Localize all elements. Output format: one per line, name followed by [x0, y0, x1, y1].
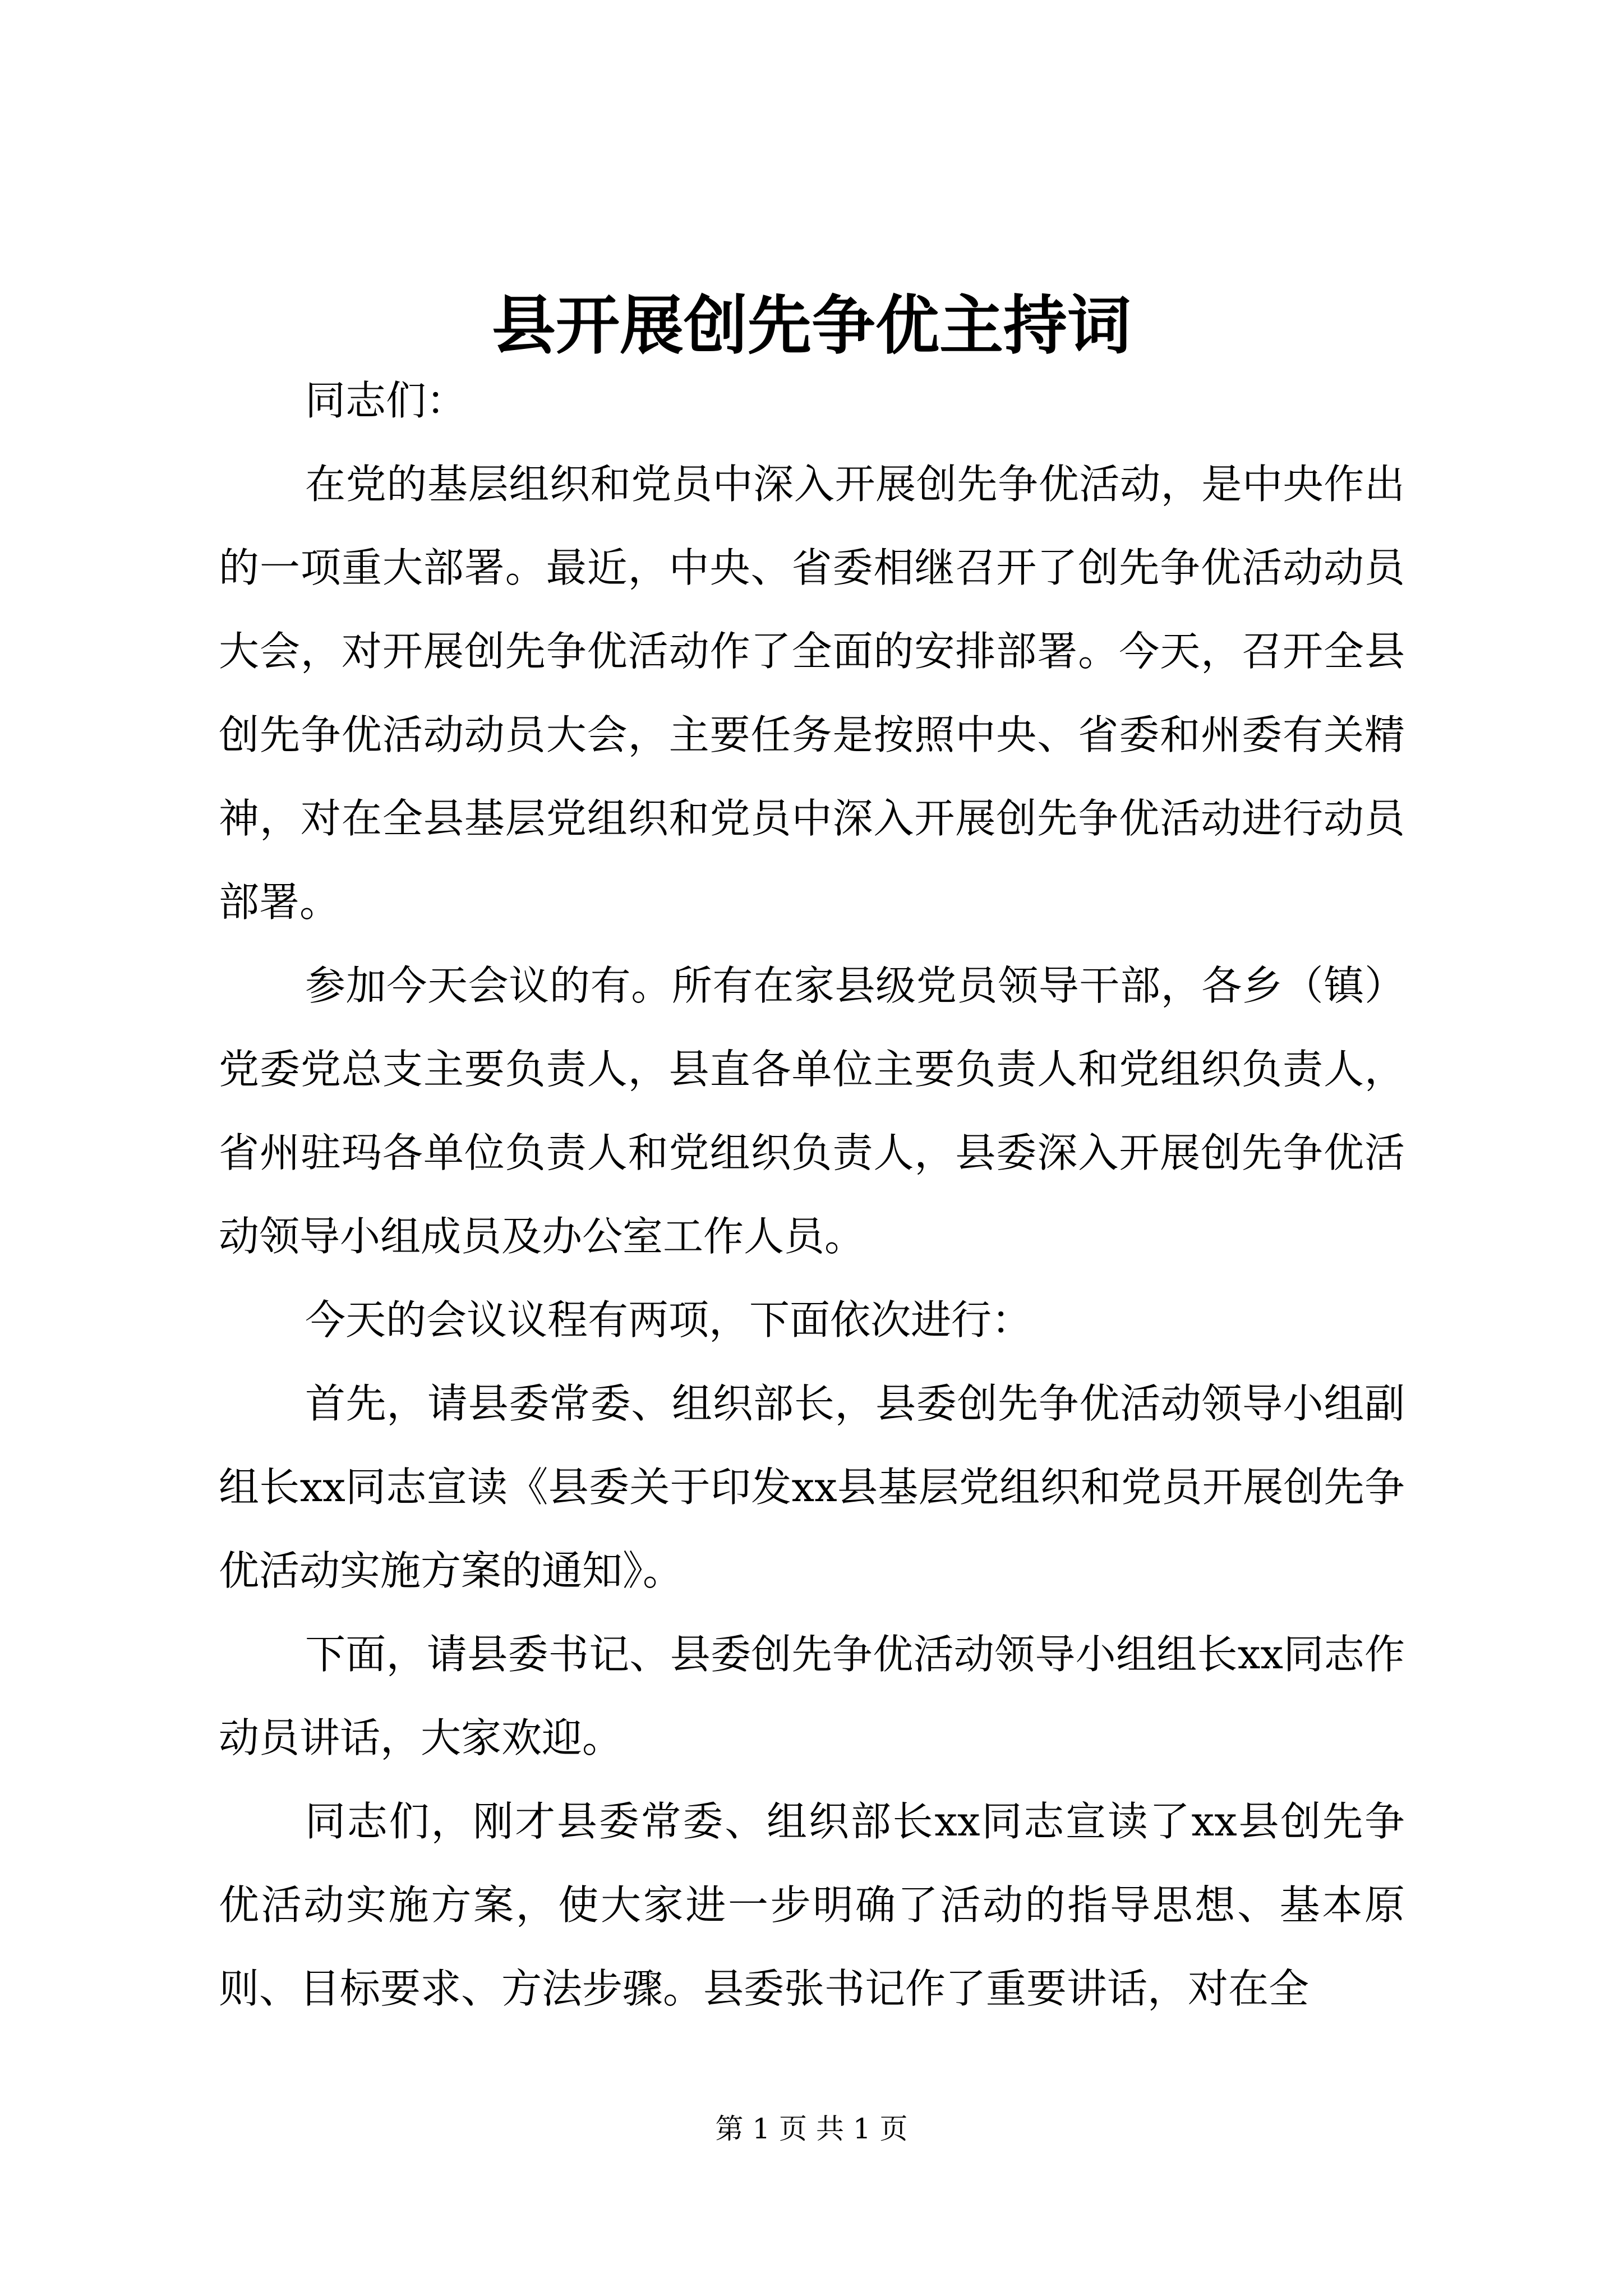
body-paragraph: 参加今天会议的有。所有在家县级党员领导干部，各乡（镇）党委党总支主要负责人，县直各单位主要负责人和党组织负责人，省州驻玛各单位负责人和党组织负责人，县委深入开展创先争优活动领导小组成员及办公室工作人员。: [219, 962, 1405, 1260]
document-body: [219, 359, 1405, 2031]
body-paragraph: 今天的会议议程有两项，下面依次进行：: [305, 1296, 1032, 1343]
body-paragraph: 在党的基层组织和党员中深入开展创先争优活动，是中央作出的一项重大部署。最近，中央、省委相继召开了创先争优活动动员大会，对开展创先争优活动作了全面的安排部署。今天，召开全县创先争优活动动员大会，主要任务是按照中央、省委和州委有关精神，对在全县基层党组织和党员中深入开展创先争优活动进行动员部署。: [219, 461, 1405, 926]
salutation-paragraph: 同志们：: [305, 377, 467, 424]
document-title: 县开展创先争优主持词: [491, 288, 1131, 363]
page-footer: 第 1 页 共 1 页: [715, 2113, 908, 2145]
body-paragraph: 同志们，刚才县委常委、组织部长xx同志宣读了xx县创先争优活动实施方案，使大家进一步明确了活动的指导思想、基本原则、目标要求、方法步骤。县委张书记作了重要讲话，对在全: [219, 1798, 1405, 2012]
body-paragraph: 首先，请县委常委、组织部长，县委创先争优活动领导小组副组长xx同志宣读《县委关于印发xx县基层党组织和党员开展创先争优活动实施方案的通知》。: [219, 1380, 1405, 1594]
body-paragraph: 下面，请县委书记、县委创先争优活动领导小组组长xx同志作动员讲话，大家欢迎。: [219, 1631, 1405, 1761]
